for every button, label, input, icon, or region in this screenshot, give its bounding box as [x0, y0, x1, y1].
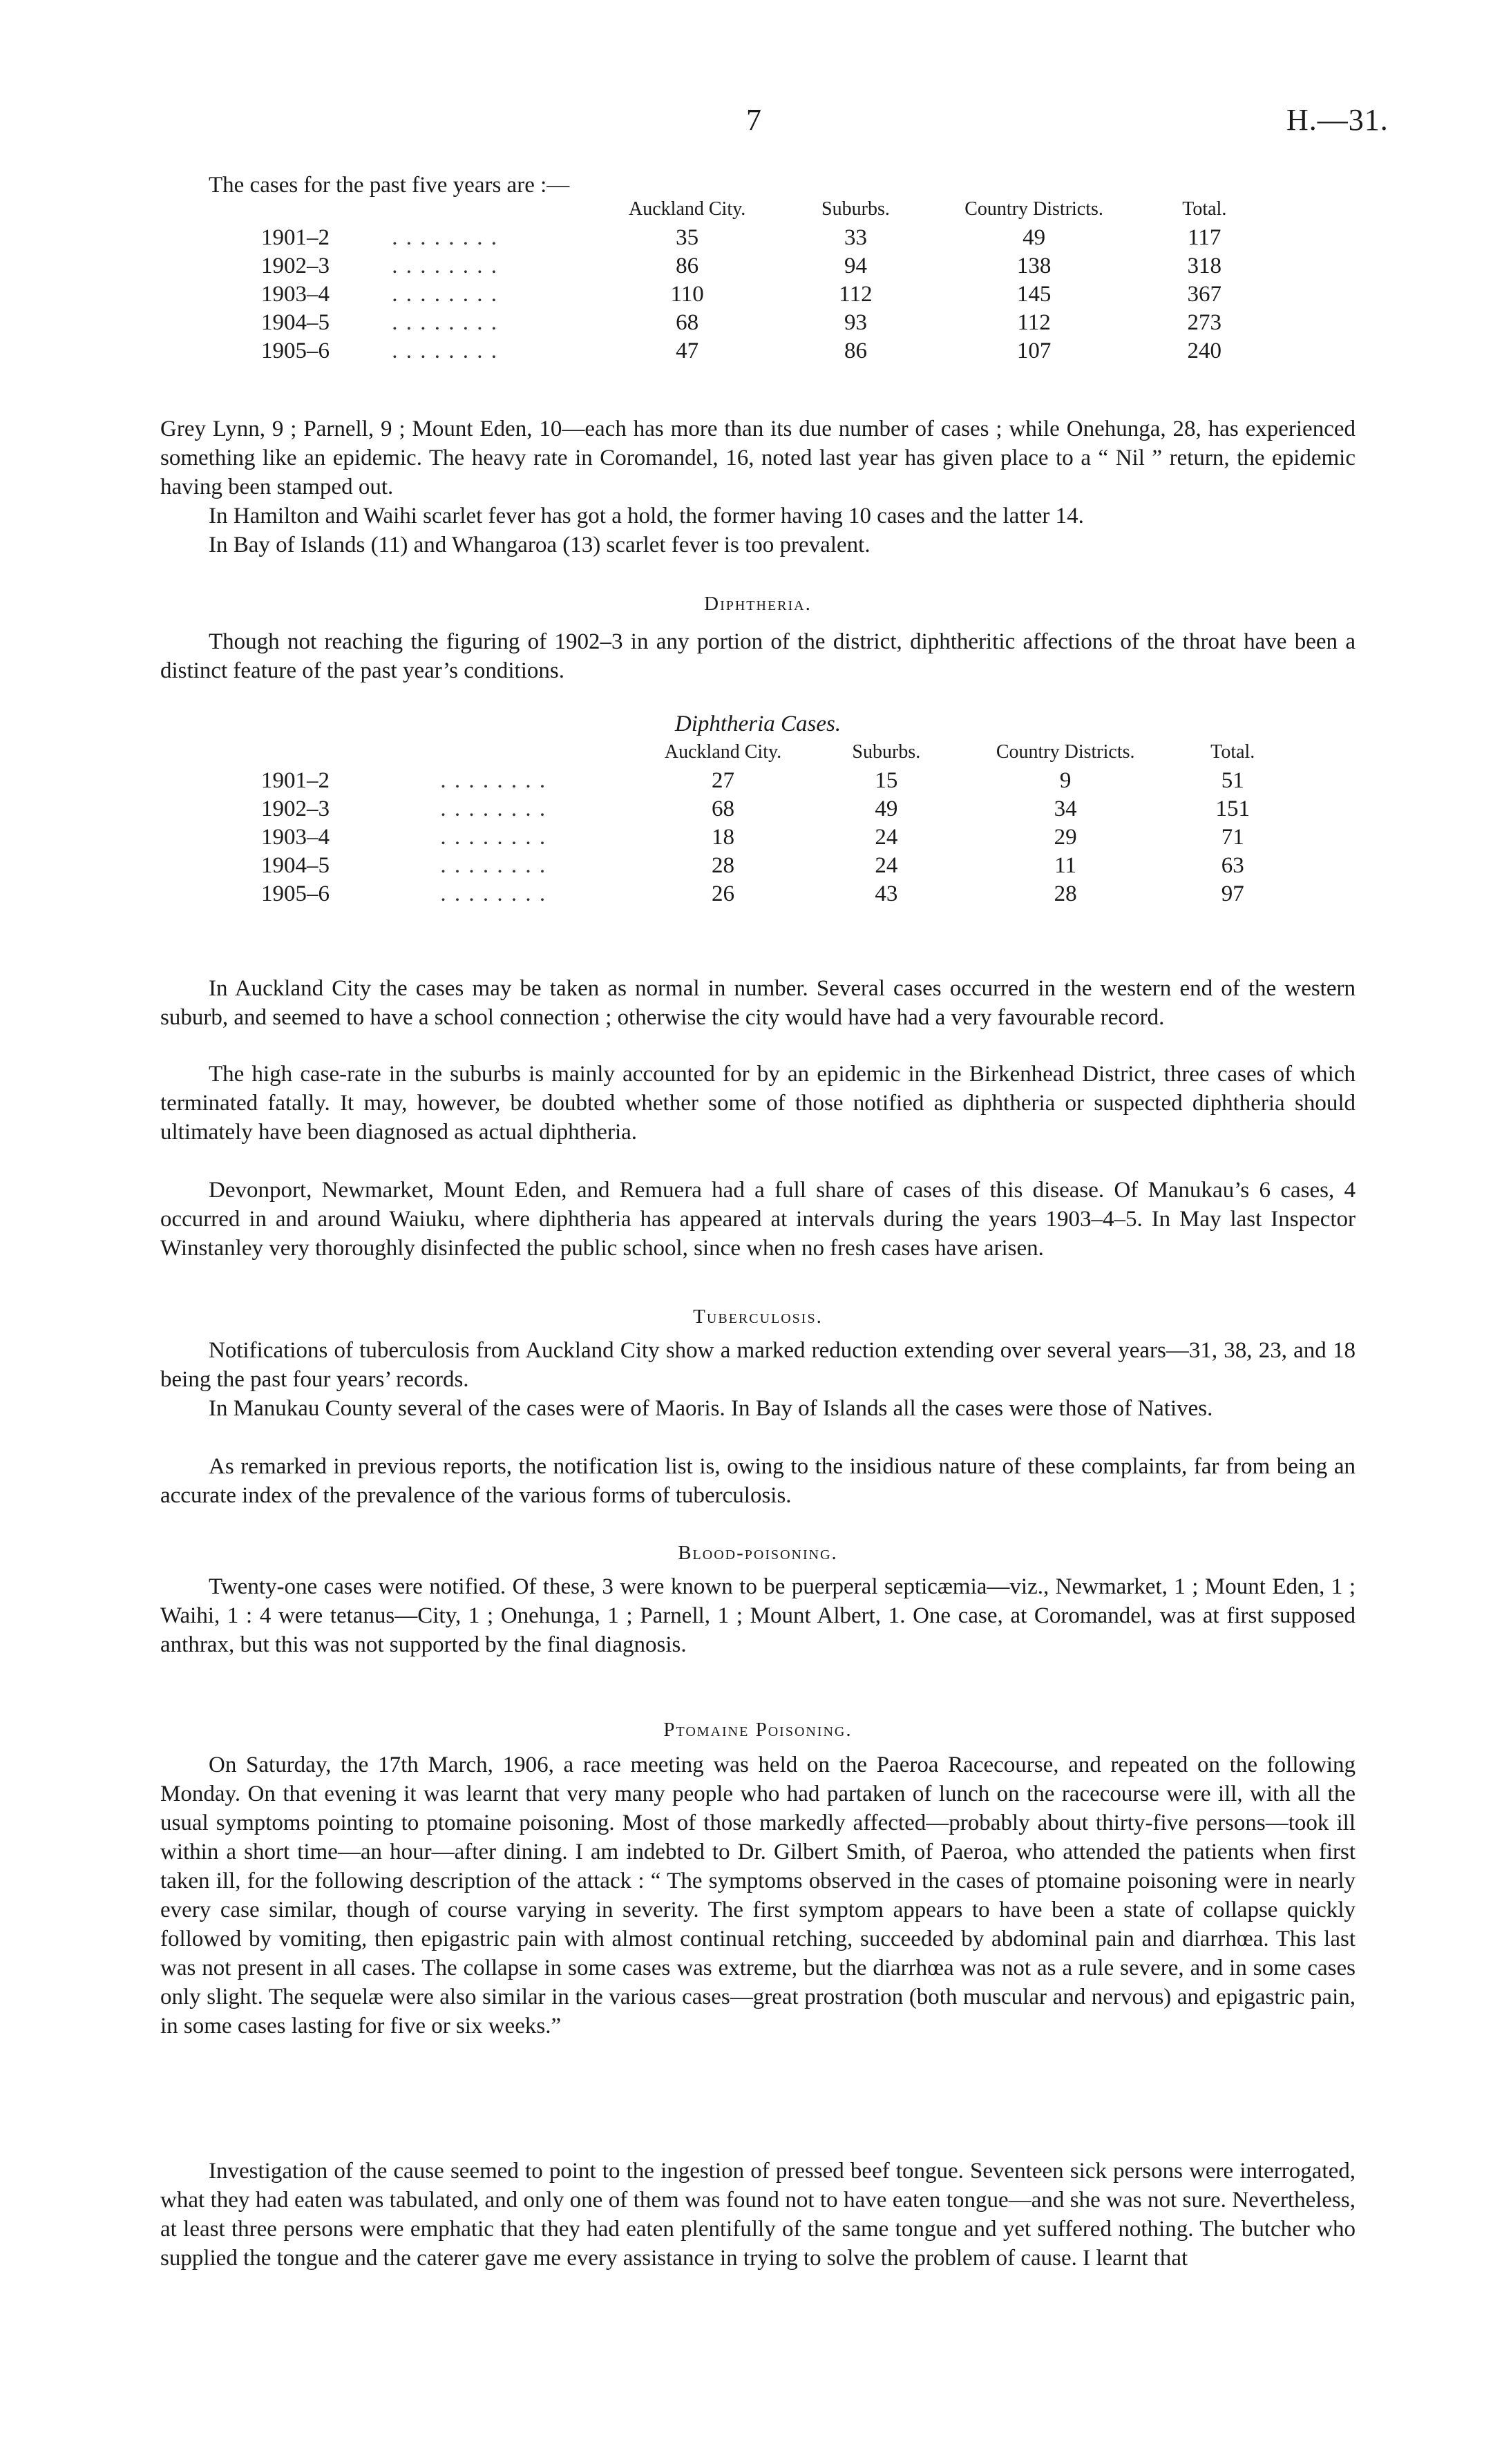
leader-dots: . . . . . . . .: [440, 796, 547, 821]
country-cell: 112: [1017, 310, 1051, 335]
suburbs-cell: 15: [875, 768, 898, 793]
section-heading: Diphtheria.: [704, 593, 812, 615]
leader-dots: . . . . . . . .: [440, 768, 547, 793]
country-cell: 29: [1054, 825, 1077, 850]
year-cell: 1905–6: [261, 881, 330, 906]
city-cell: 110: [670, 282, 704, 307]
total-cell: 63: [1221, 853, 1244, 878]
column-header: Country Districts.: [996, 741, 1135, 763]
total-cell: 51: [1221, 768, 1244, 793]
table-row: [261, 337, 1284, 365]
section-heading: Ptomaine Poisoning.: [663, 1719, 853, 1741]
column-header: Suburbs.: [821, 198, 890, 220]
column-header: Auckland City.: [664, 741, 782, 763]
table-row: [261, 852, 1304, 880]
country-cell: 107: [1016, 338, 1052, 363]
total-cell: 71: [1221, 825, 1244, 850]
leader-dots: . . . . . . . .: [392, 254, 499, 278]
column-header: Total.: [1182, 198, 1227, 220]
table-row: [261, 823, 1304, 852]
paragraph: Investigation of the cause seemed to point to the ingestion of pressed beef tongue. Seventeen sick persons were interrogated, what they had eaten was tabulated, and only one of them was found not to have eaten tongue—and she was not sure. Nevertheless, at least three persons were emphatic that they had eaten plentifully of the same tongue and yet suffered nothing. The butcher who supplied the tongue and the caterer gave me every assistance in trying to solve the problem of cause. I learnt that: [160, 2159, 1356, 2271]
city-cell: 86: [676, 254, 699, 278]
paragraph: As remarked in previous reports, the notification list is, owing to the insidious nature of these complaints, far from being an accurate index of the prevalence of the various forms of tuberculosis.: [160, 1454, 1356, 1508]
diphtheria-table: [261, 742, 1304, 908]
leader-dots: . . . . . . . .: [440, 825, 547, 850]
leader-dots: . . . . . . . .: [440, 881, 547, 906]
year-cell: 1902–3: [261, 254, 330, 278]
year-cell: 1904–5: [261, 853, 330, 878]
paragraph: Though not reaching the figuring of 1902–3 in any portion of the district, diphtheritic affections of the throat have been a distinct feature of the past year’s conditions.: [160, 629, 1356, 683]
country-cell: 138: [1016, 254, 1052, 278]
suburbs-cell: 43: [875, 881, 898, 906]
paragraph: Grey Lynn, 9 ; Parnell, 9 ; Mount Eden, 10—each has more than its due number of cases ; while Onehunga, 28, has experienced something like an epidemic. The heavy rate in Coromandel, 16, noted last year has given place to a “ Nil ” return, the epidemic having been stamped out.: [160, 417, 1356, 499]
table-row: [261, 767, 1304, 795]
city-cell: 28: [712, 853, 735, 878]
country-cell: 34: [1054, 796, 1077, 821]
column-header: Suburbs.: [852, 741, 921, 763]
suburbs-cell: 93: [844, 310, 867, 335]
year-cell: 1904–5: [261, 310, 330, 335]
year-cell: 1901–2: [261, 768, 330, 793]
leader-dots: . . . . . . . .: [440, 853, 547, 878]
section-heading: Blood-poisoning.: [678, 1542, 838, 1564]
total-cell: 240: [1187, 338, 1221, 363]
year-cell: 1903–4: [261, 825, 330, 850]
column-header: Auckland City.: [629, 198, 746, 220]
leader-dots: . . . . . . . .: [392, 225, 499, 250]
total-cell: 367: [1187, 282, 1221, 307]
paragraph: Twenty-one cases were notified. Of these, 3 were known to be puerperal septicæmia—viz., Newmarket, 1 ; Mount Eden, 1 ; Waihi, 1 : 4 were tetanus—City, 1 ; Onehunga, 1 ; Parnell, 1 ; Mount Albert, 1. One case, at Coromandel, was at first supposed anthrax, but this was not supported by the final diagnosis.: [160, 1574, 1356, 1657]
city-cell: 47: [676, 338, 699, 363]
paragraph: On Saturday, the 17th March, 1906, a race meeting was held on the Paeroa Racecourse, and repeated on the following Monday. On that evening it was learnt that very many people who had partaken of lunch on the racecourse were ill, with all the usual symptoms pointing to ptomaine poisoning. Most of those markedly affected—probably about thirty-five persons—took ill within a short time—an hour—after dining. I am indebted to Dr. Gilbert Smith, of Paeroa, who attended the patients when first taken ill, for the following description of the attack : “ The symptoms observed in the cases of ptomaine poisoning were in nearly every case similar, though of course varying in severity. The first symptom appears to have been a state of collapse quickly followed by vomiting, then epigastric pain with almost continual retching, succeeded by abdominal pain and diarrhœa. This last was not present in all cases. The collapse in some cases was extreme, but the diarrhœa was not as a rule severe, and in some cases only slight. The sequelæ were also similar in the various cases—great prostration (both muscular and nervous) and epigastric pain, in some cases lasting for five or six weeks.”: [160, 1753, 1356, 2038]
country-cell: 49: [1023, 225, 1046, 250]
year-cell: 1905–6: [261, 338, 330, 363]
suburbs-cell: 33: [844, 225, 867, 250]
table-row: [261, 224, 1284, 252]
city-cell: 68: [712, 796, 735, 821]
suburbs-cell: 94: [844, 254, 867, 278]
paragraph: Devonport, Newmarket, Mount Eden, and Remuera had a full share of cases of this disease. Of Manukau’s 6 cases, 4 occurred in and around Waiuku, where diphtheria has appeared at intervals during the years 1903–4–5. In May last Inspector Winstanley very thoroughly disinfected the public school, since when no fresh cases have arisen.: [160, 1178, 1356, 1261]
suburbs-cell: 24: [875, 825, 898, 850]
country-cell: 11: [1054, 853, 1077, 878]
scarlet-fever-table: [261, 199, 1284, 365]
table-row: [261, 309, 1284, 337]
leader-dots: . . . . . . . .: [392, 310, 499, 335]
country-cell: 9: [1059, 768, 1072, 793]
total-cell: 151: [1215, 796, 1250, 821]
paragraph: Notifications of tuberculosis from Auckland City show a marked reduction extending over several years—31, 38, 23, and 18 being the past four years’ records.: [160, 1338, 1356, 1392]
table-row: [261, 252, 1284, 280]
year-cell: 1902–3: [261, 796, 330, 821]
city-cell: 18: [712, 825, 735, 850]
city-cell: 26: [712, 881, 735, 906]
leader-dots: . . . . . . . .: [392, 282, 499, 307]
total-cell: 273: [1187, 310, 1221, 335]
section-heading: Tuberculosis.: [693, 1306, 823, 1328]
paragraph: In Manukau County several of the cases were of Maoris. In Bay of Islands all the cases were those of Natives.: [209, 1396, 1213, 1421]
country-cell: 28: [1054, 881, 1077, 906]
suburbs-cell: 49: [875, 796, 898, 821]
column-header: Total.: [1210, 741, 1255, 763]
table-header-row: [261, 742, 1304, 767]
suburbs-cell: 24: [875, 853, 898, 878]
page-number: 7: [746, 103, 761, 137]
table-row: [261, 280, 1284, 309]
total-cell: 318: [1187, 254, 1221, 278]
table-row: [261, 880, 1304, 908]
total-cell: 117: [1188, 225, 1221, 250]
city-cell: 68: [676, 310, 699, 335]
scarlet-table-intro: The cases for the past five years are :—: [209, 173, 570, 198]
country-cell: 145: [1016, 282, 1052, 307]
paragraph: In Auckland City the cases may be taken as normal in number. Several cases occurred in the western end of the western suburb, and seemed to have a school connection ; otherwise the city would have had a very favourable record.: [160, 976, 1356, 1030]
total-cell: 97: [1221, 881, 1244, 906]
suburbs-cell: 112: [839, 282, 873, 307]
table-header-row: [261, 199, 1284, 224]
city-cell: 35: [676, 225, 699, 250]
city-cell: 27: [712, 768, 735, 793]
leader-dots: . . . . . . . .: [392, 338, 499, 363]
suburbs-cell: 86: [844, 338, 867, 363]
year-cell: 1903–4: [261, 282, 330, 307]
table-row: [261, 795, 1304, 823]
column-header: Country Districts.: [964, 198, 1103, 220]
paragraph: The high case-rate in the suburbs is mainly accounted for by an epidemic in the Birkenhead District, three cases of which terminated fatally. It may, however, be doubted whether some of those notified as diphtheria or suspected diphtheria should ultimately have been diagnosed as actual diphtheria.: [160, 1062, 1356, 1145]
paragraph: In Hamilton and Waihi scarlet fever has got a hold, the former having 10 cases and the latter 14.: [209, 504, 1084, 528]
year-cell: 1901–2: [261, 225, 330, 250]
table-caption: Diphtheria Cases.: [674, 711, 841, 736]
paragraph: In Bay of Islands (11) and Whangaroa (13) scarlet fever is too prevalent.: [209, 533, 871, 557]
document-reference: H.—31.: [1286, 103, 1389, 137]
